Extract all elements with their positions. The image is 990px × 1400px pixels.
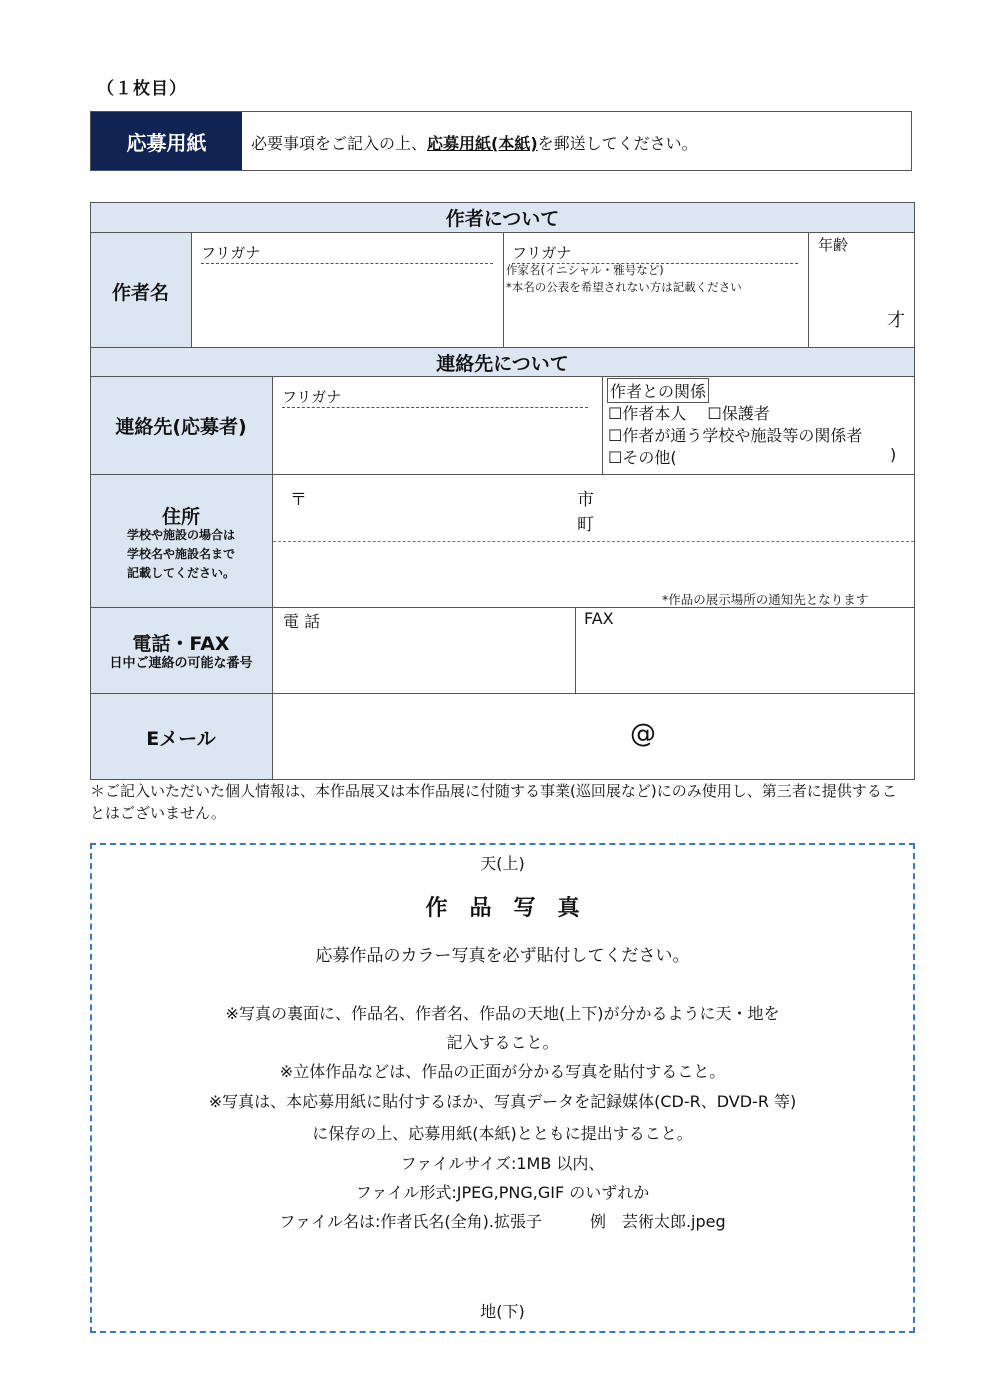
rule — [90, 693, 915, 694]
rule — [90, 474, 915, 475]
penname-note: 作家名(イニシャル・雅号など) — [506, 263, 664, 277]
city-label: 市 — [577, 490, 594, 510]
address-sub-3: 記載してください。 — [126, 566, 235, 580]
tel-label: 電 話 — [283, 612, 321, 631]
rule — [808, 232, 809, 347]
relation-title: 作者との関係 — [607, 378, 709, 403]
photo-line-5: に保存の上、応募用紙(本紙)とともに提出すること。 — [312, 1124, 693, 1143]
address-divider — [273, 541, 914, 542]
photo-bottom-label: 地(下) — [480, 1302, 525, 1321]
photo-line-3: ※立体作品などは、作品の正面が分かる写真を貼付すること。 — [279, 1062, 726, 1081]
relation-close-paren: ) — [890, 445, 897, 464]
address-note: *作品の展示場所の通知先となります — [662, 592, 869, 607]
address-label: 住所 — [161, 506, 200, 528]
rule — [90, 376, 915, 377]
contact-label: 連絡先(応募者) — [115, 416, 247, 438]
photo-line-6: ファイルサイズ:1MB 以内、 — [400, 1154, 605, 1173]
rule — [191, 232, 192, 347]
instruction-bold: 応募用紙(本紙) — [427, 134, 538, 153]
photo-line-2: 記入すること。 — [446, 1033, 559, 1052]
phone-label: 電話・FAX — [132, 633, 230, 655]
photo-title: 作品写真 — [425, 896, 602, 921]
instruction-post: を郵送してください。 — [537, 134, 698, 153]
penname-furigana-field[interactable]: フリガナ — [512, 242, 798, 264]
phone-sub: 日中ご連絡の可能な番号 — [109, 656, 253, 671]
town-label: 町 — [577, 515, 594, 535]
postal-mark: 〒 — [290, 490, 307, 510]
page-number-label: （１枚目） — [97, 79, 187, 99]
rule — [503, 232, 504, 347]
rule — [575, 607, 576, 693]
contact-section-title: 連絡先について — [436, 353, 569, 375]
privacy-note: ＊ご記入いただいた個人情報は、本作品展又は本作品展に付随する事業(巡回展など)にのみ使用し、第三者に提供することはございません。 — [90, 782, 897, 822]
contact-furigana-field[interactable]: フリガナ — [282, 386, 588, 408]
age-unit: 才 — [887, 310, 905, 331]
form-instruction — [251, 131, 698, 154]
rule — [602, 376, 603, 474]
address-sub-2: 学校名や施設名まで — [126, 547, 235, 561]
photo-instruction: 応募作品のカラー写真を必ず貼付してください。 — [315, 946, 690, 966]
penname-note-2: *本名の公表を希望されない方は記載ください — [506, 280, 742, 294]
photo-line-1: ※写真の裏面に、作品名、作者名、作品の天地(上下)が分かるように天・地を — [225, 1004, 780, 1023]
rule — [914, 202, 915, 780]
author-name-label: 作者名 — [111, 282, 169, 304]
fax-label: FAX — [584, 609, 614, 628]
email-label: Eメール — [146, 728, 216, 750]
photo-line-4: ※写真は、本応募用紙に貼付するほか、写真データを記録媒体(CD-R、DVD-R 等) — [208, 1092, 797, 1111]
author-furigana-field[interactable]: フリガナ — [201, 242, 493, 264]
photo-title-wrap — [92, 891, 913, 922]
photo-line-7: ファイル形式:JPEG,PNG,GIF のいずれか — [355, 1183, 650, 1202]
photo-area — [90, 843, 915, 1333]
rule — [90, 202, 915, 203]
author-section-title: 作者について — [445, 208, 560, 230]
rule — [90, 347, 915, 348]
age-label: 年齢 — [818, 236, 849, 254]
relation-option-1[interactable]: ☐作者本人 ☐保護者 — [608, 404, 770, 423]
form-title: 応募用紙 — [91, 112, 242, 170]
relation-option-2[interactable]: ☐作者が通う学校や施設等の関係者 — [608, 426, 863, 445]
instruction-pre: 必要事項をご記入の上、 — [251, 134, 428, 153]
application-form — [90, 202, 915, 780]
address-sub-1: 学校や施設の場合は — [126, 528, 235, 542]
rule — [272, 376, 273, 780]
relation-option-3[interactable]: ☐その他( — [608, 448, 677, 467]
at-sign: @ — [630, 719, 656, 749]
photo-line-8: ファイル名は:作者氏名(全角).拡張子 例 芸術太郎.jpeg — [279, 1212, 726, 1231]
form-header — [90, 111, 912, 171]
photo-top-label: 天(上) — [480, 854, 525, 873]
